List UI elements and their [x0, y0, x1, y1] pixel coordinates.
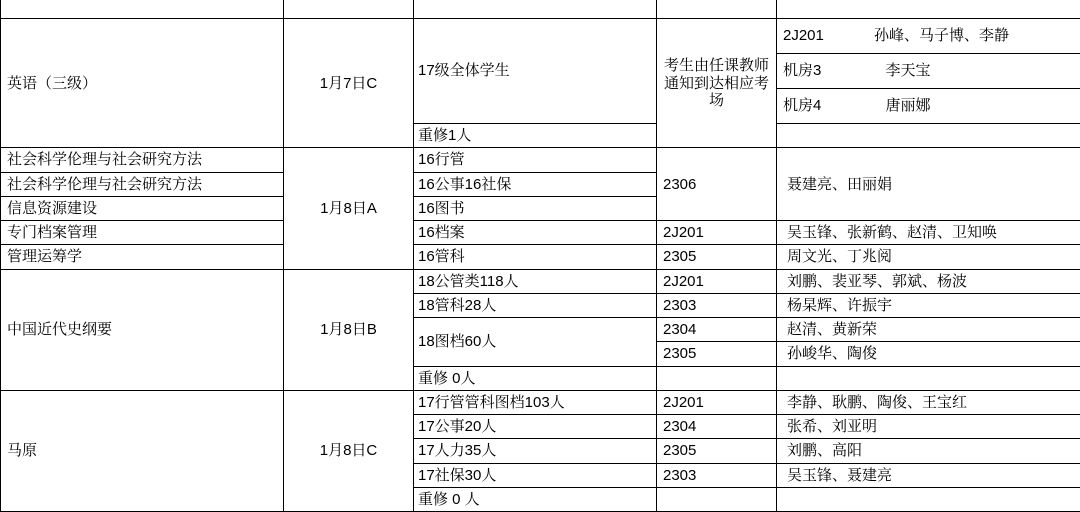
room-code: 机房4	[783, 97, 821, 114]
cell-teacher-0108b-1	[777, 269, 1080, 293]
student-group: 16公事16社保	[414, 173, 656, 196]
cell-group-english-makeup	[414, 124, 657, 148]
cell-room-cut	[657, 0, 777, 19]
student-group-makeup: 重修1人	[414, 124, 656, 147]
student-group: 17行管管科图档103人	[414, 391, 656, 414]
teacher-list: 李天宝	[826, 62, 931, 79]
teacher-list: 孙峻华、陶俊	[777, 342, 1080, 365]
table-row-0108b-1	[1, 269, 1080, 293]
cell-course-0108a-4	[1, 221, 284, 245]
table-row-partial-top	[1, 0, 1080, 19]
cell-group-0108a-4	[414, 221, 657, 245]
cell-date-0108a	[284, 148, 414, 269]
room-code: 2305	[657, 342, 776, 365]
cell-group-0108c-2	[414, 415, 657, 439]
cell-room-0108b-2	[657, 293, 777, 317]
course-name: 中国近代史纲要	[1, 318, 283, 341]
exam-date: 1月8日B	[284, 318, 413, 341]
cell-teacher-0108c-2	[777, 415, 1080, 439]
teacher-list: 刘鹏、高阳	[777, 439, 1080, 462]
cell-teacher-0108c-3	[777, 439, 1080, 463]
room-code: 2303	[657, 464, 776, 487]
cell-teacher-0108b-2	[777, 293, 1080, 317]
cell-teacher-0108a-1	[777, 148, 1080, 221]
cell-teacher-english-3	[777, 89, 1080, 124]
course-name: 社会科学伦理与社会研究方法	[1, 173, 283, 196]
cell-course-0108c	[1, 390, 284, 511]
cell-teacher-0108a-5	[777, 245, 1080, 269]
teacher-list: 唐丽娜	[826, 97, 931, 114]
cell-course-english	[1, 19, 284, 148]
student-group: 17公事20人	[414, 415, 656, 438]
cell-teacher-cut	[777, 0, 1080, 19]
cell-group-0108a-5	[414, 245, 657, 269]
room-code: 2304	[657, 415, 776, 438]
course-name: 专门档案管理	[1, 221, 283, 244]
cell-teacher-0108b-3	[777, 318, 1080, 342]
cell-group-0108b-2	[414, 293, 657, 317]
room-code: 2J201	[657, 221, 776, 244]
cell-room-0108b-5	[657, 366, 777, 390]
cell-teacher-0108c-4	[777, 463, 1080, 487]
exam-room-note: 考生由任课教师通知到达相应考场	[657, 54, 776, 112]
student-group: 16图书	[414, 197, 656, 220]
cell-room-0108a-4	[657, 221, 777, 245]
cell-course-0108a-5	[1, 245, 284, 269]
teacher-list: 聂建亮、田丽娟	[777, 173, 1080, 196]
cell-date-cut	[284, 0, 414, 19]
cell-group-0108b-1	[414, 269, 657, 293]
cell-group-0108b-5	[414, 366, 657, 390]
teacher-list: 吴玉锋、聂建亮	[777, 464, 1080, 487]
cell-date-0108b	[284, 269, 414, 390]
table-row-0108a-5	[1, 245, 1080, 269]
cell-room-english	[657, 19, 777, 148]
room-code: 2303	[657, 294, 776, 317]
cell-group-english-main	[414, 19, 657, 124]
cell-group-0108a-1	[414, 148, 657, 172]
exam-date: 1月8日C	[284, 439, 413, 462]
cell-room-0108c-1	[657, 390, 777, 414]
teacher-list: 孙峰、马子博、李静	[828, 27, 1009, 44]
course-name: 社会科学伦理与社会研究方法	[1, 148, 283, 171]
teacher-list: 张希、刘亚明	[777, 415, 1080, 438]
course-name: 信息资源建设	[1, 197, 283, 220]
teacher-list: 李静、耿鹏、陶俊、王宝红	[777, 391, 1080, 414]
cell-course-cut	[1, 0, 284, 19]
cell-teacher-0108a-4	[777, 221, 1080, 245]
room-code: 2304	[657, 318, 776, 341]
exam-date: 1月8日A	[284, 197, 413, 220]
cell-room-0108c-5	[657, 487, 777, 511]
cell-room-0108c-2	[657, 415, 777, 439]
cell-date-english	[284, 19, 414, 148]
course-name: 马原	[1, 439, 283, 462]
cell-teacher-0108b-5	[777, 366, 1080, 390]
teacher-list: 刘鹏、裴亚琴、郭斌、杨波	[777, 270, 1080, 293]
cell-group-0108c-5	[414, 487, 657, 511]
cell-teacher-0108c-5	[777, 487, 1080, 511]
room-code: 2305	[657, 245, 776, 268]
exam-date: 1月7日C	[284, 72, 413, 95]
student-group: 17级全体学生	[414, 59, 656, 82]
room-code: 2J201	[657, 391, 776, 414]
room-code: 2305	[657, 439, 776, 462]
teacher-list: 赵清、黄新荣	[777, 318, 1080, 341]
cell-group-0108c-1	[414, 390, 657, 414]
cell-group-0108c-4	[414, 463, 657, 487]
table-row-english-1	[1, 19, 1080, 54]
teacher-list: 吴玉锋、张新鹤、赵清、卫知唤	[777, 221, 1080, 244]
student-group: 16管科	[414, 245, 656, 268]
cell-course-0108a-1	[1, 148, 284, 172]
student-group: 17人力35人	[414, 439, 656, 462]
cell-group-0108b-3	[414, 318, 657, 367]
cell-room-0108b-3	[657, 318, 777, 342]
cell-group-0108a-3	[414, 196, 657, 220]
student-group: 16档案	[414, 221, 656, 244]
cell-room-0108b-4	[657, 342, 777, 366]
cell-teacher-english-makeup	[777, 124, 1080, 148]
cell-teacher-0108c-1	[777, 390, 1080, 414]
teacher-list: 杨杲辉、许振宇	[777, 294, 1080, 317]
table-row-0108a-1	[1, 148, 1080, 172]
table-row-0108c-1	[1, 390, 1080, 414]
student-group-makeup: 重修 0人	[414, 367, 656, 390]
course-name: 英语（三级）	[1, 72, 283, 95]
table-row-0108a-4	[1, 221, 1080, 245]
teacher-list: 周文光、丁兆阅	[777, 245, 1080, 268]
cell-group-0108a-2	[414, 172, 657, 196]
student-group: 18管科28人	[414, 294, 656, 317]
cell-teacher-english-2	[777, 54, 1080, 89]
room-code: 2J201	[783, 27, 824, 44]
cell-teacher-0108b-4	[777, 342, 1080, 366]
room-code: 机房3	[783, 62, 821, 79]
student-group: 18图档60人	[414, 330, 656, 353]
student-group: 16行管	[414, 148, 656, 171]
cell-course-0108a-3	[1, 196, 284, 220]
cell-group-cut	[414, 0, 657, 19]
cell-date-0108c	[284, 390, 414, 511]
cell-course-0108a-2	[1, 172, 284, 196]
student-group: 18公管类118人	[414, 270, 656, 293]
cell-room-0108a-5	[657, 245, 777, 269]
cell-room-0108c-3	[657, 439, 777, 463]
room-code: 2J201	[657, 270, 776, 293]
cell-room-0108b-1	[657, 269, 777, 293]
cell-room-0108c-4	[657, 463, 777, 487]
room-code: 2306	[657, 173, 776, 196]
course-name: 管理运筹学	[1, 245, 283, 268]
cell-room-0108a-1	[657, 148, 777, 221]
student-group-makeup: 重修 0 人	[414, 488, 656, 511]
student-group: 17社保30人	[414, 464, 656, 487]
cell-course-0108b	[1, 269, 284, 390]
cell-teacher-english-1	[777, 19, 1080, 54]
cell-group-0108c-3	[414, 439, 657, 463]
